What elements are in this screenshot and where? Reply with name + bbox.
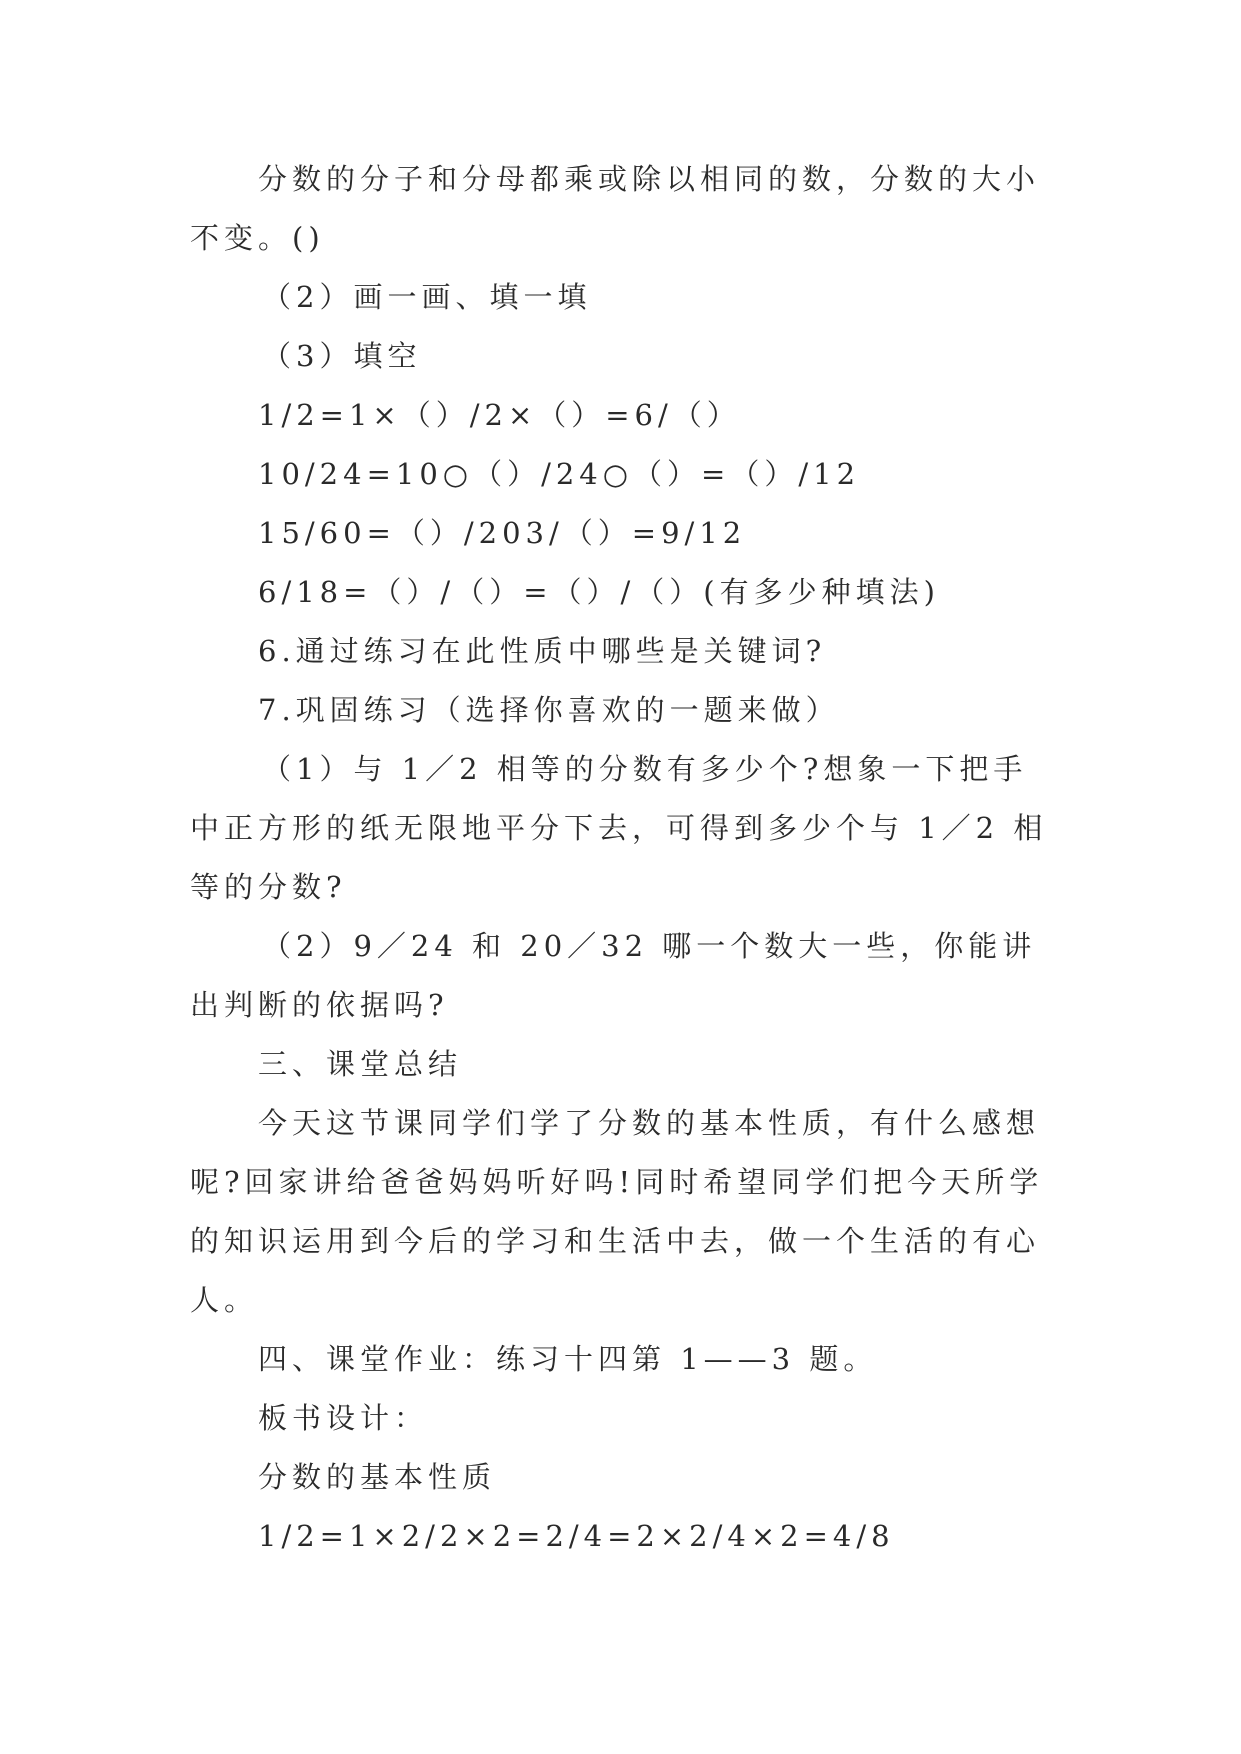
paragraph-board-design-heading: 板书设计： (258, 1401, 429, 1435)
paragraph-equal-fractions-question: （1）与 1／2 相等的分数有多少个?想象一下把手中正方形的纸无限地平分下去，可得到多少个与 1／2 相等的分数? (190, 752, 1048, 904)
paragraph-homework: 四、课堂作业：练习十四第 1——3 题。 (258, 1342, 878, 1376)
paragraph-fraction-property-judgement: 分数的分子和分母都乘或除以相同的数，分数的大小不变。() (190, 162, 1041, 255)
document-body (190, 150, 1052, 1566)
paragraph-fill-blanks: （3）填空 (262, 339, 422, 373)
paragraph-draw-and-fill: （2）画一画、填一填 (262, 280, 592, 314)
paragraph-compare-fractions-question: （2）9／24 和 20／32 哪一个数大一些，你能讲出判断的依据吗? (190, 929, 1037, 1022)
paragraph-equation-4: 6/18=（）/（）=（）/（）(有多少种填法) (258, 575, 940, 609)
paragraph-class-summary: 今天这节课同学们学了分数的基本性质，有什么感想呢?回家讲给爸爸妈妈听好吗!同时希望同学们把今天所学的知识运用到今后的学习和生活中去，做一个生活的有心人。 (190, 1106, 1044, 1317)
paragraph-board-equation: 1/2=1×2/2×2=2/4=2×2/4×2=4/8 (258, 1519, 895, 1553)
paragraph-equation-2: 10/24=10○（）/24○（）=（）/12 (258, 457, 861, 491)
paragraph-class-summary-heading: 三、课堂总结 (258, 1047, 463, 1081)
paragraph-equation-3: 15/60=（）/203/（）=9/12 (258, 516, 747, 550)
paragraph-consolidation-exercise: 7.巩固练习（选择你喜欢的一题来做） (258, 693, 840, 727)
paragraph-equation-1: 1/2=1×（）/2×（）=6/（） (258, 398, 741, 432)
paragraph-board-title: 分数的基本性质 (258, 1460, 497, 1494)
paragraph-key-words-question: 6.通过练习在此性质中哪些是关键词? (258, 634, 827, 668)
